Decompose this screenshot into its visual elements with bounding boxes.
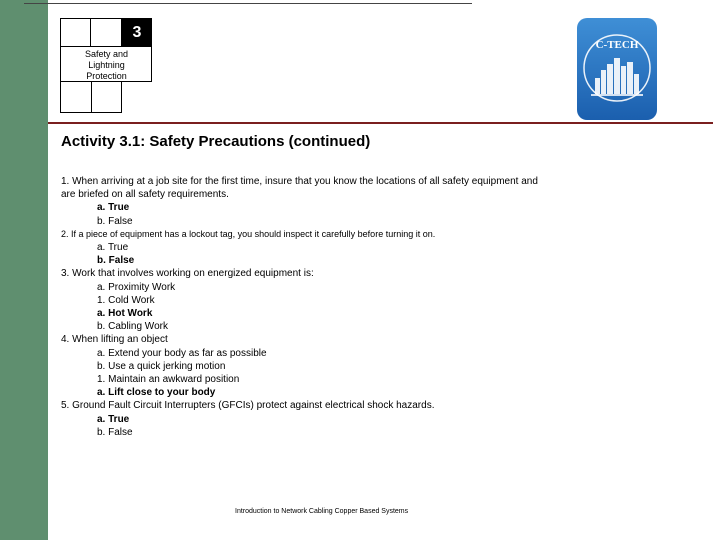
- question-text: 3. Work that involves working on energized equipment is:: [61, 268, 314, 280]
- answer-option: a. True: [97, 242, 129, 254]
- question-text: 5. Ground Fault Circuit Interrupters (GFCIs) protect against electrical shock hazards.: [61, 400, 435, 412]
- section-label-line: Protection: [86, 71, 127, 81]
- answer-option: a. Lift close to your body: [97, 387, 216, 399]
- answer-option: a. Proximity Work: [97, 281, 176, 293]
- answer-option: b. Cabling Work: [97, 321, 168, 333]
- answer-option: b. False: [97, 255, 135, 267]
- ctech-logo: [577, 18, 657, 120]
- answer-option: 1. Cold Work: [97, 294, 155, 306]
- sub-box: [61, 82, 92, 112]
- section-cell-empty: [91, 19, 122, 47]
- top-divider: [24, 3, 472, 4]
- section-label-line: Safety and: [84, 49, 129, 59]
- section-sub-boxes: [60, 82, 122, 113]
- section-number: 3: [122, 19, 152, 47]
- answer-option: a. Extend your body as far as possible: [97, 347, 267, 359]
- answer-option: b. Use a quick jerking motion: [97, 360, 226, 372]
- left-accent-bar: [0, 0, 48, 540]
- question-text: 2. If a piece of equipment has a lockout tag, you should inspect it carefully before turning it on.: [61, 228, 436, 239]
- section-label: [61, 49, 152, 82]
- question-text: 1. When arriving at a job site for the first time, insure that you know the locations of all safety equipment and: [61, 176, 538, 187]
- title-rule: [48, 122, 713, 124]
- answer-option: a. True: [97, 202, 130, 214]
- section-label-line: Lightning: [88, 60, 125, 70]
- answer-option: b. False: [97, 215, 133, 227]
- question-text: are briefed on all safety requirements.: [61, 189, 229, 201]
- question-text: 4. When lifting an object: [61, 334, 168, 346]
- answer-option: 1. Maintain an awkward position: [97, 374, 240, 386]
- activity-title: Activity 3.1: Safety Precautions (continued): [61, 133, 371, 150]
- answer-option: b. False: [97, 426, 133, 438]
- footer-text: Introduction to Network Cabling Copper Based Systems: [235, 508, 409, 515]
- questions-block: [61, 175, 621, 439]
- logo-text: C-TECH: [595, 39, 639, 51]
- sub-box: [92, 82, 122, 112]
- answer-option: a. True: [97, 413, 130, 425]
- section-indicator: [60, 18, 152, 82]
- section-cell-empty: [61, 19, 91, 47]
- ctech-logo-graphic: [577, 18, 657, 120]
- answer-option: a. Hot Work: [97, 308, 153, 320]
